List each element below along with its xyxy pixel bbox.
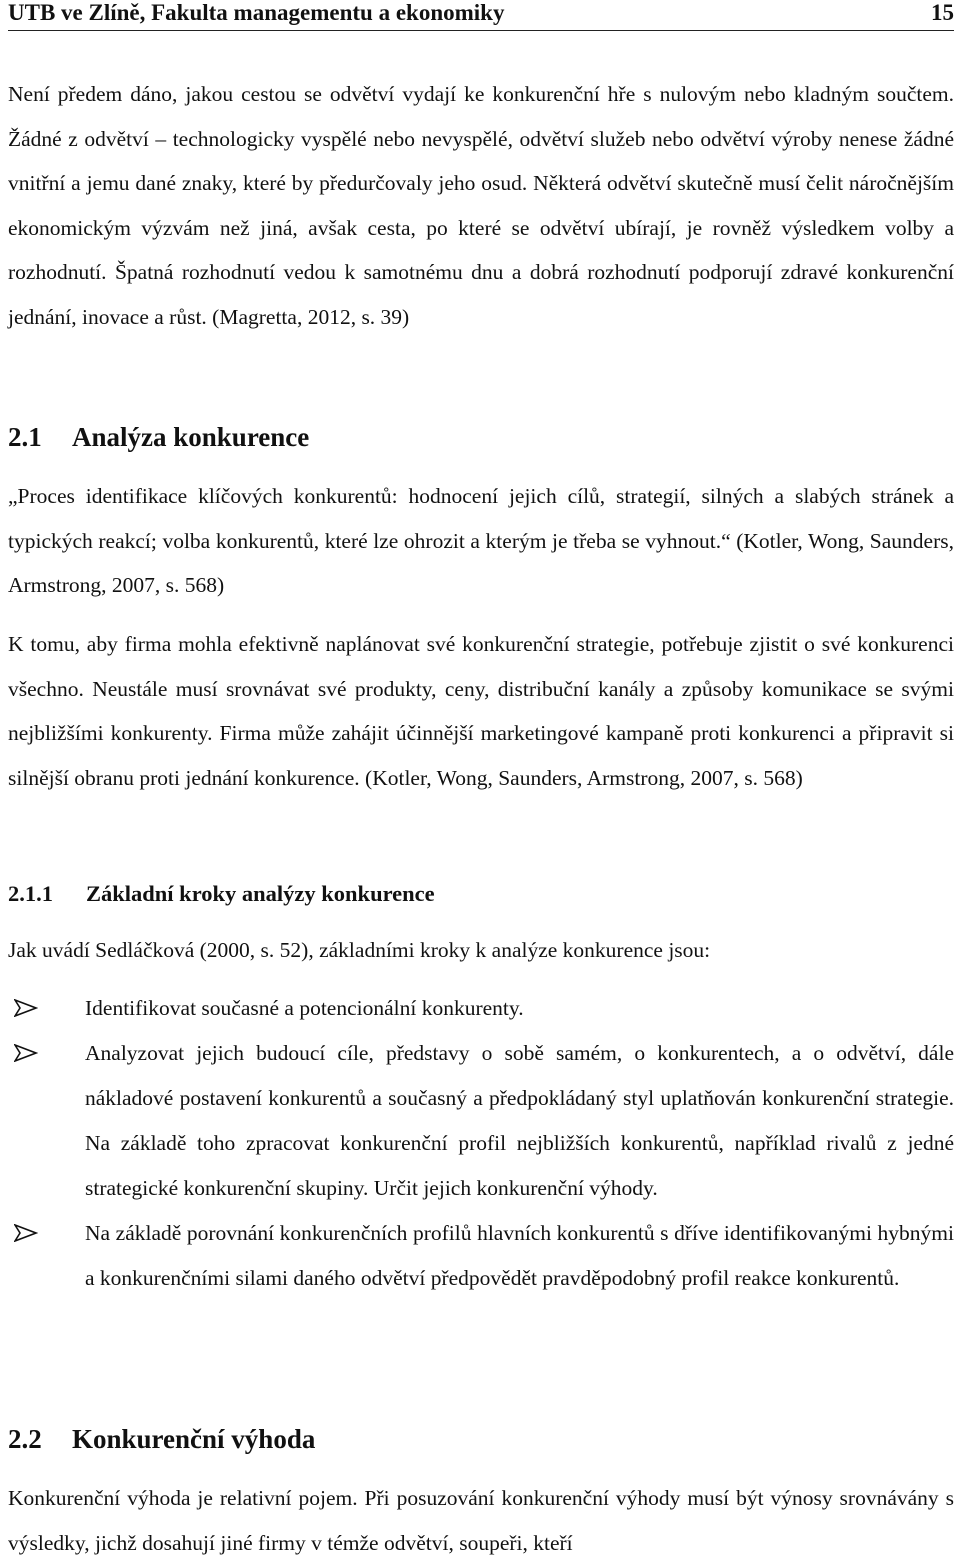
section-number: 2.2	[8, 1424, 42, 1454]
paragraph-competitive-advantage: Konkurenční výhoda je relativní pojem. Při posuzování konkurenční výhody musí být výnosy srovnávány s výsledky, jichž dosahují jiné firmy v témže odvětví, soupeři, kteří	[8, 1486, 954, 1555]
arrowhead-bullet-icon	[14, 999, 38, 1017]
page-number: 15	[931, 0, 954, 25]
list-item-text: Analyzovat jejich budoucí cíle, představy o sobě samém, o konkurentech, a o odvětví, dále nákladové postavení konkurentů a současný a předpokládaný styl uplatňován konkurenční strategie. Na základě toho zpracovat konkurenční profil nejbližších konkurentů, například rivalů z jedné strategické konkurenční skupiny. Určit jejich konkurenční výhody.	[85, 1041, 954, 1200]
section-heading-2-1	[8, 422, 309, 452]
list-item	[8, 1031, 954, 1211]
subsection-number: 2.1.1	[8, 881, 53, 906]
subsection-title: Základní kroky analýzy konkurence	[86, 881, 435, 906]
section-number: 2.1	[8, 422, 42, 452]
subsection-heading-2-1-1	[8, 880, 435, 908]
analysis-steps-list	[8, 986, 954, 1301]
section-title: Analýza konkurence	[72, 422, 310, 452]
paragraph-definition-quote: „Proces identifikace klíčových konkurentů: hodnocení jejich cílů, strategií, silných a slabých stránek a typických reakcí; volba konkurentů, které lze ohrozit a kterým je třeba se vyhnout.“ (Kotler, Wong, Saunders, Armstrong, 2007, s. 568)	[8, 484, 954, 598]
list-item	[8, 1211, 954, 1301]
section-heading-2-2	[8, 1424, 315, 1454]
list-item-text: Identifikovat současné a potencionální konkurenty.	[85, 996, 524, 1020]
paragraph-competitor-knowledge: K tomu, aby firma mohla efektivně naplánovat své konkurenční strategie, potřebuje zjistit o své konkurenci všechno. Neustále musí srovnávat své produkty, ceny, distribuční kanály a způsoby komunikace se svými nejbližšími konkurenty. Firma může zahájit účinnější marketingové kampaně proti konkurenci a připravit si silnější obranu proti jednání konkurence. (Kotler, Wong, Saunders, Armstrong, 2007, s. 568)	[8, 632, 954, 790]
header-school-name: UTB ve Zlíně, Fakulta managementu a ekonomiky	[8, 0, 505, 25]
arrowhead-bullet-icon	[14, 1224, 38, 1242]
paragraph-steps-intro: Jak uvádí Sedláčková (2000, s. 52), základními kroky k analýze konkurence jsou:	[8, 938, 711, 962]
list-item-text: Na základě porovnání konkurenčních profilů hlavních konkurentů s dříve identifikovanými hybnými a konkurenčními silami daného odvětví předpovědět pravděpodobný profil reakce konkurentů.	[85, 1221, 954, 1290]
section-title: Konkurenční výhoda	[72, 1424, 316, 1454]
list-item	[8, 986, 954, 1031]
page-header	[8, 0, 954, 31]
paragraph-industry-choices: Není předem dáno, jakou cestou se odvětví vydají ke konkurenční hře s nulovým nebo kladným součtem. Žádné z odvětví – technologicky vyspělé nebo nevyspělé, odvětví služeb nebo odvětví výroby nenese žádné vnitřní a jemu dané znaky, které by předurčovaly jeho osud. Některá odvětví skutečně musí čelit náročnějším ekonomickým výzvám než jiná, avšak cesta, po které se odvětví ubírají, je rovněž výsledkem volby a rozhodnutí. Špatná rozhodnutí vedou k samotnému dnu a dobrá rozhodnutí podporují zdravé konkurenční jednání, inovace a růst. (Magretta, 2012, s. 39)	[8, 82, 954, 329]
arrowhead-bullet-icon	[14, 1044, 38, 1062]
